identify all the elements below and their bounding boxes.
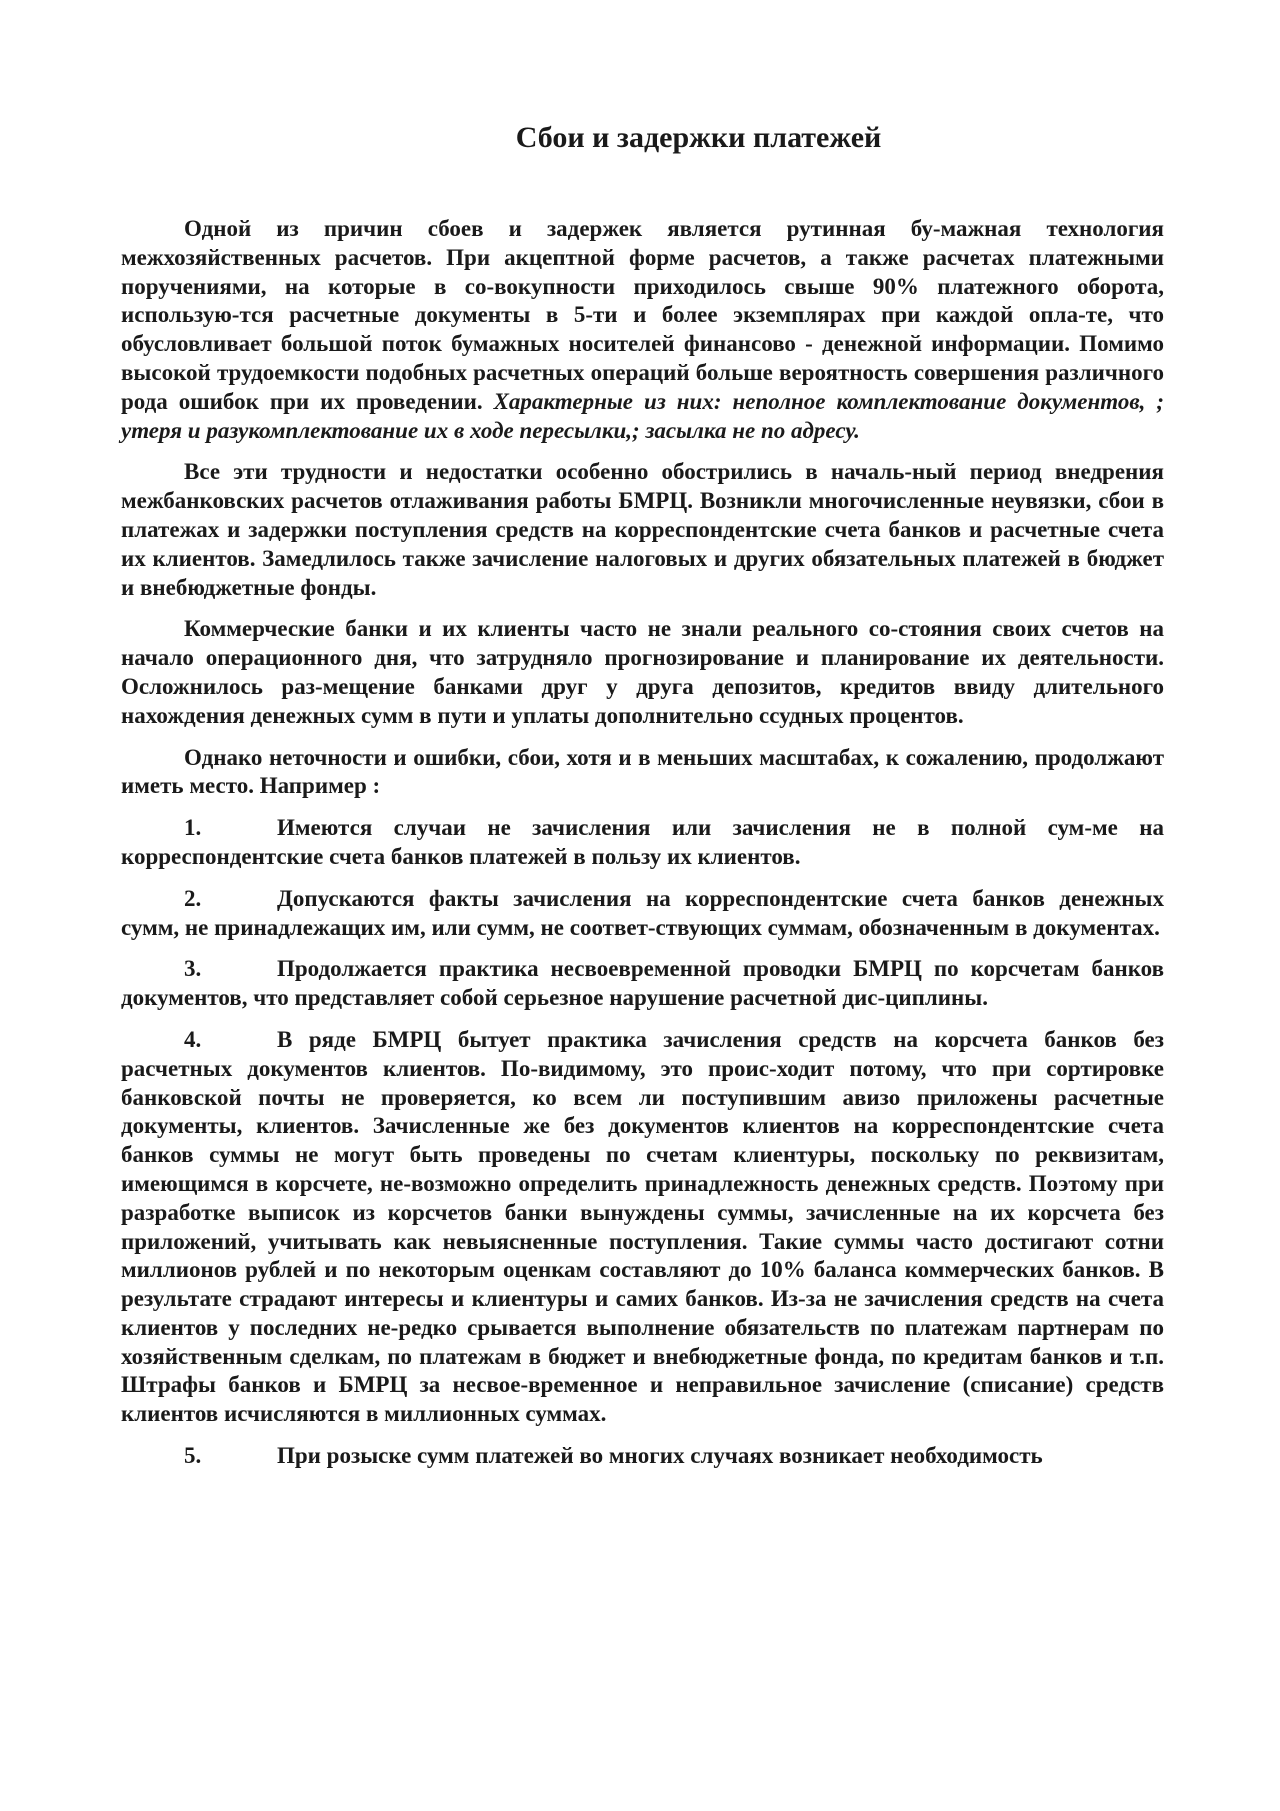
list-item-text: При розыске сумм платежей во многих случаях возникает необходимость — [277, 1443, 1043, 1469]
list-item-4 — [121, 1026, 1164, 1429]
list-item-text: В ряде БМРЦ бытует практика зачисления средств на корсчета банков без расчетных документов клиентов. По-видимому, это проис-ходит потому, что при сортировке банковской почты не проверяется, ко всем ли поступившим авизо приложены расчетные документы, клиентов. Зачисленные же без документов клиентов на корреспондентские счета банков суммы не могут быть проведены по счетам клиентуры, поскольку по реквизитам, имеющимся в корсчете, не-возможно определить принадлежность денежных средств. Поэтому при разработке выписок из корсчетов банки вынуждены суммы, зачисленные на их корсчета без приложений, учитывать как невыясненные поступления. Такие суммы часто достигают сотни миллионов рублей и по некоторым оценкам составляют до 10% баланса коммерческих банков. В результате страдают интересы и клиентуры и самих банков. Из-за не зачисления средств на счета клиентов у последних не-редко срывается выполнение обязательств по платежам партнерам по хозяйственным сделкам, по платежам в бюджет и внебюджетные фонда, по кредитам банков и т.п. Штрафы банков и БМРЦ за несвое-временное и неправильное зачисление (списание) средств клиентов исчисляются в миллионных суммах. — [121, 1026, 1164, 1427]
list-item-text: Имеются случаи не зачисления или зачисления не в полной сум-ме на корреспондентские счета банков платежей в пользу их клиентов. — [121, 815, 1164, 869]
paragraph-2: Все эти трудности и недостатки особенно обострились в началь-ный период внедрения межбанковских расчетов отлаживания работы БМРЦ. Возникли многочисленные неувязки, сбои в платежах и задержки поступления средств на корреспондентские счета банков и расчетные счета их клиентов. Замедлилось также зачисление налоговых и других обязательных платежей в бюджет и внебюджетные фонды. — [121, 459, 1164, 600]
list-item-text: Допускаются факты зачисления на корреспондентские счета банков денежных сумм, не принадлежащих им, или сумм, не соответ-ствующих суммам, обозначенным в документах. — [121, 885, 1164, 940]
list-item-2 — [121, 885, 1164, 943]
paragraph-1-text: Одной из причин сбоев и задержек является рутинная бу-мажная технология межхозяйственных расчетов. При акцептной форме расчетов, а также расчетах платежными поручениями, на которые в со-вокупности приходилось свыше 90% платежного оборота, использую-тся расчетные документы в 5-ти и более экземплярах при каждой опла-те, что обусловливает большой поток бумажных носителей финансово - денежной информации. Помимо высокой трудоемкости подобных расчетных операций больше вероятность совершения различного рода ошибок при их проведении. — [121, 216, 1164, 414]
paragraph-4: Однако неточности и ошибки, сбои, хотя и в меньших масштабах, к сожалению, продолжают иметь место. Например : — [121, 744, 1164, 799]
list-item-3 — [121, 955, 1164, 1013]
paragraph-3: Коммерческие банки и их клиенты часто не знали реального со-стояния своих счетов на начало операционного дня, что затрудняло прогнозирование и планирование их деятельности. Осложнилось раз-мещение банками друг у друга депозитов, кредитов ввиду длительного нахождения денежных сумм в пути и уплаты дополнительно ссудных процентов. — [121, 616, 1164, 728]
paragraph-1 — [121, 215, 1164, 445]
paragraph-1-italic-text: Характерные из них: неполное комплектование документов, ; утеря и разукомплектование их в ходе пересылки,; засылка не по адресу. — [121, 388, 1165, 443]
list-item-number: 2. — [184, 885, 202, 911]
document-title: Сбои и задержки платежей — [515, 121, 882, 154]
list-item-number: 1. — [184, 815, 202, 841]
list-item-1 — [121, 814, 1164, 872]
list-item-text: Продолжается практика несвоевременной проводки БМРЦ по корсчетам банков документов, что представляет собой серьезное нарушение расчетной дис-циплины. — [121, 956, 1164, 1011]
list-item-number: 3. — [184, 956, 202, 982]
document-body — [121, 118, 1164, 1484]
list-item-5 — [121, 1442, 1164, 1471]
list-item-number: 4. — [184, 1026, 202, 1052]
list-item-number: 5. — [184, 1443, 202, 1469]
